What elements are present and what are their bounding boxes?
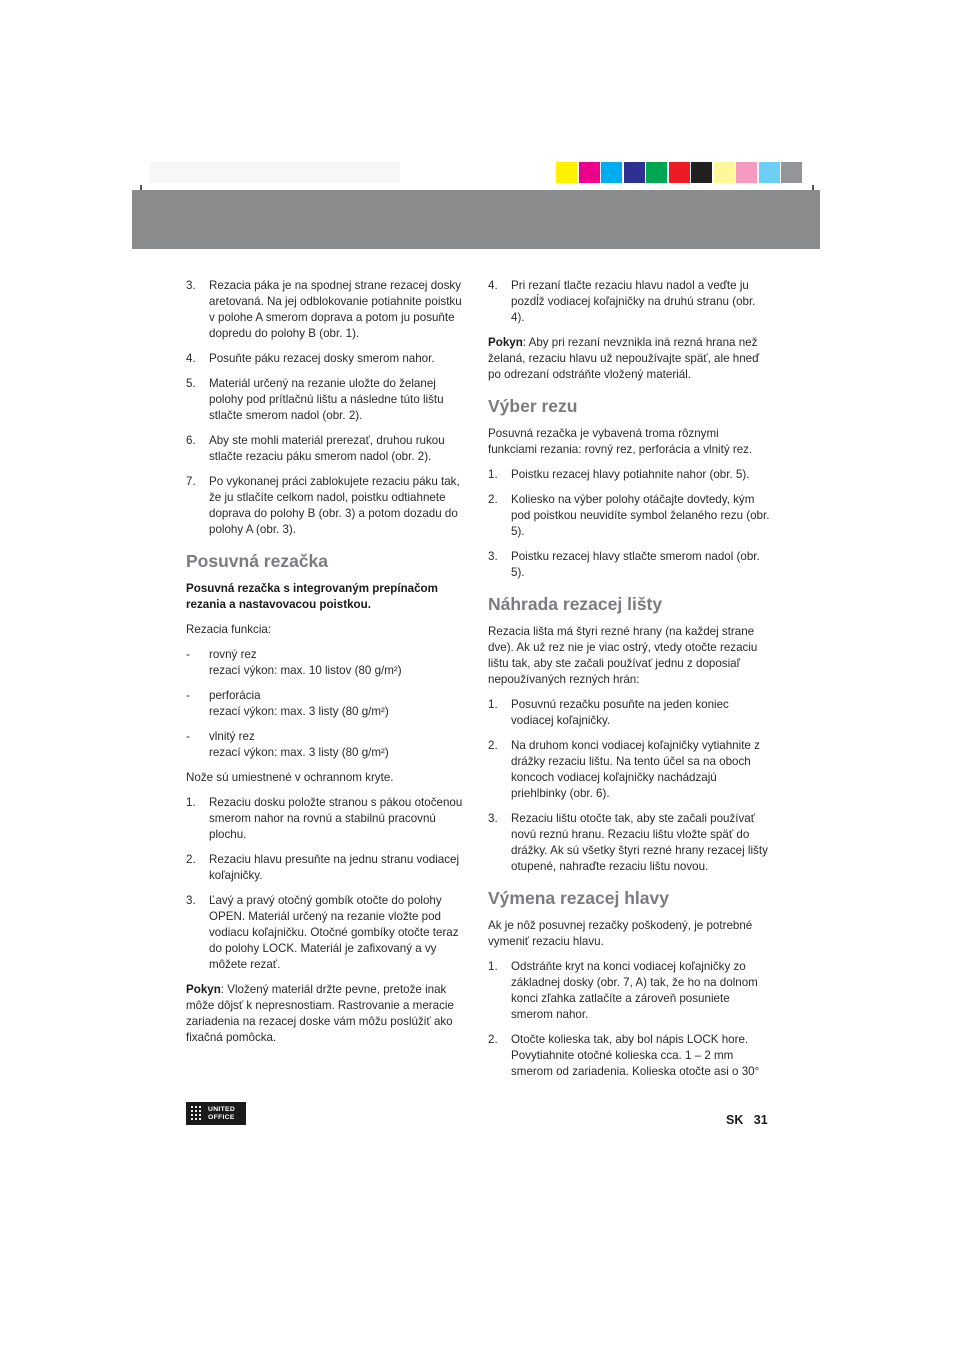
list-item: 2. Otočte kolieska tak, aby bol nápis LOCK hore. Povytiahnite otočné kolieska cca. 1 – 2 mm smerom od zariadenia. Kolieska otočte asi o 30°	[488, 1033, 760, 1078]
subheading: Posuvná rezačka s integrovaným prepínačom rezania a nastavovacou poistkou.	[186, 582, 438, 611]
header-band	[132, 190, 820, 249]
list-item: 2. Koliesko na výber polohy otáčajte dovtedy, kým pod poistkou neuvidíte symbol želaného rezu (obr. 5).	[488, 493, 770, 538]
note-paragraph: Pokyn: Aby pri rezaní nevznikla iná rezná hrana než želaná, rezaciu hlavu už nepoužívajte späť, ale hneď po odrezaní odstráňte vložený materiál.	[488, 336, 760, 381]
color-swatch	[579, 162, 600, 183]
logo-grid-icon	[190, 1105, 203, 1122]
print-mark-strip	[150, 162, 400, 183]
color-swatch	[601, 162, 622, 183]
paragraph: Posuvná rezačka je vybavená troma rôznymi funkciami rezania: rovný rez, perforácia a vlnitý rez.	[488, 427, 753, 456]
list-item: 3. Rezaciu lištu otočte tak, aby ste začali používať novú reznú hranu. Rezaciu lištu vložte späť do drážky. Ak sú všetky štyri rezné hrany rezacej lišty otupené, nahraďte rezaciu lištu novou.	[488, 812, 768, 873]
united-office-logo: UNITED OFFICE	[186, 1102, 246, 1125]
list-item: 5. Materiál určený na rezanie uložte do želanej polohy pod prítlačnú lištu a následne túto lištu stlačte smerom nadol (obr. 2).	[186, 377, 444, 422]
list-item: 4. Posuňte páku rezacej dosky smerom nahor.	[186, 352, 435, 365]
color-swatch	[691, 162, 712, 183]
paragraph: Ak je nôž posuvnej rezačky poškodený, je potrebné vymeniť rezaciu hlavu.	[488, 919, 753, 948]
color-swatch	[781, 162, 802, 183]
color-swatch	[669, 162, 690, 183]
note-label: Pokyn	[186, 983, 221, 996]
nahrada-steps-list	[488, 697, 770, 875]
vyber-steps-list	[488, 467, 770, 581]
color-swatch	[759, 162, 780, 183]
heading-posuvna-rezacka: Posuvná rezačka	[186, 551, 329, 571]
paragraph: Nože sú umiestnené v ochrannom kryte.	[186, 771, 394, 784]
list-item: 7. Po vykonanej práci zablokujete rezaciu páku tak, že ju stlačíte celkom nadol, poistku odtiahnete doprava do polohy B (obr. 3) a potom dozadu do polohy A (obr. 3).	[186, 475, 460, 536]
right-column	[488, 278, 770, 1089]
heading-nahrada-rezacej-listy: Náhrada rezacej lišty	[488, 594, 663, 614]
color-swatch	[556, 162, 577, 183]
list-item: 3. Poistku rezacej hlavy stlačte smerom nadol (obr. 5).	[488, 550, 760, 579]
note-label: Pokyn	[488, 336, 523, 349]
paragraph: Rezacia lišta má štyri rezné hrany (na každej strane dve). Ak už rez nie je viac ostrý, vtedy otočte rezaciu lištu tak, aby ste začali používať jednu z doposiaľ nepoužívaných rezných hrán:	[488, 625, 758, 686]
left-column	[186, 278, 466, 1055]
heading-vyber-rezu: Výber rezu	[488, 396, 578, 416]
steps-list-a	[186, 278, 466, 538]
color-swatch	[714, 162, 735, 183]
paragraph: Rezacia funkcia:	[186, 623, 272, 636]
list-item: - vlnitý rez rezací výkon: max. 3 listy (80 g/m²)	[186, 730, 389, 759]
heading-vymena-rezacej-hlavy: Výmena rezacej hlavy	[488, 888, 669, 908]
vymena-steps-list	[488, 959, 770, 1080]
color-swatch	[624, 162, 645, 183]
list-item: 2. Rezaciu hlavu presuňte na jednu stranu vodiacej koľajničky.	[186, 853, 460, 882]
color-swatch	[646, 162, 667, 183]
function-list	[186, 647, 466, 761]
color-calibration-strip	[556, 162, 802, 183]
list-item: 3. Ľavý a pravý otočný gombík otočte do polohy OPEN. Materiál určený na rezanie vložte pod vodiacu koľajničku. Otočné gombíky otočte teraz do polohy LOCK. Materiál je zafixovaný a vy môžete rezať.	[186, 894, 459, 971]
note-paragraph: Pokyn: Vložený materiál držte pevne, pretože inak môže dôjsť k nepresnostiam. Rastrovanie a meracie zariadenia na rezacej doske vám môžu poslúžiť ako fixačná pomôcka.	[186, 983, 454, 1044]
list-item: 1. Posuvnú rezačku posuňte na jeden koniec vodiacej koľajničky.	[488, 698, 729, 727]
list-item: - perforácia rezací výkon: max. 3 listy (80 g/m²)	[186, 689, 389, 718]
steps-list-b	[186, 795, 466, 973]
list-item: 1. Odstráňte kryt na konci vodiacej koľajničky zo základnej dosky (obr. 7, A) tak, že ho na dolnom konci zľahka zatlačíte a zároveň posuniete smerom nahor.	[488, 960, 758, 1021]
list-item: 6. Aby ste mohli materiál prerezať, druhou rukou stlačte rezaciu páku smerom nadol (obr. 2).	[186, 434, 445, 463]
color-swatch	[736, 162, 757, 183]
list-item: 1. Poistku rezacej hlavy potiahnite nahor (obr. 5).	[488, 468, 750, 481]
list-item: 2. Na druhom konci vodiacej koľajničky vytiahnite z drážky rezaciu lištu. Na tento účel sa na oboch koncoch vodiacej koľajničky nachádzajú priehlbinky (obr. 6).	[488, 739, 760, 800]
page-number: SK 31	[726, 1113, 768, 1127]
list-item: 3. Rezacia páka je na spodnej strane rezacej dosky aretovaná. Na jej odblokovanie potiahnite poistku v polohe A smerom doprava a potom ju posuňte dopredu do polohy B (obr. 1).	[186, 279, 462, 340]
list-item: - rovný rez rezací výkon: max. 10 listov (80 g/m²)	[186, 648, 402, 677]
list-item: 4. Pri rezaní tlačte rezaciu hlavu nadol a veďte ju pozdĺž vodiacej koľajničky na druhú stranu (obr. 4).	[488, 279, 756, 324]
list-item: 1. Rezaciu dosku položte stranou s pákou otočenou smerom nahor na rovnú a stabilnú pracovnú plochu.	[186, 796, 463, 841]
